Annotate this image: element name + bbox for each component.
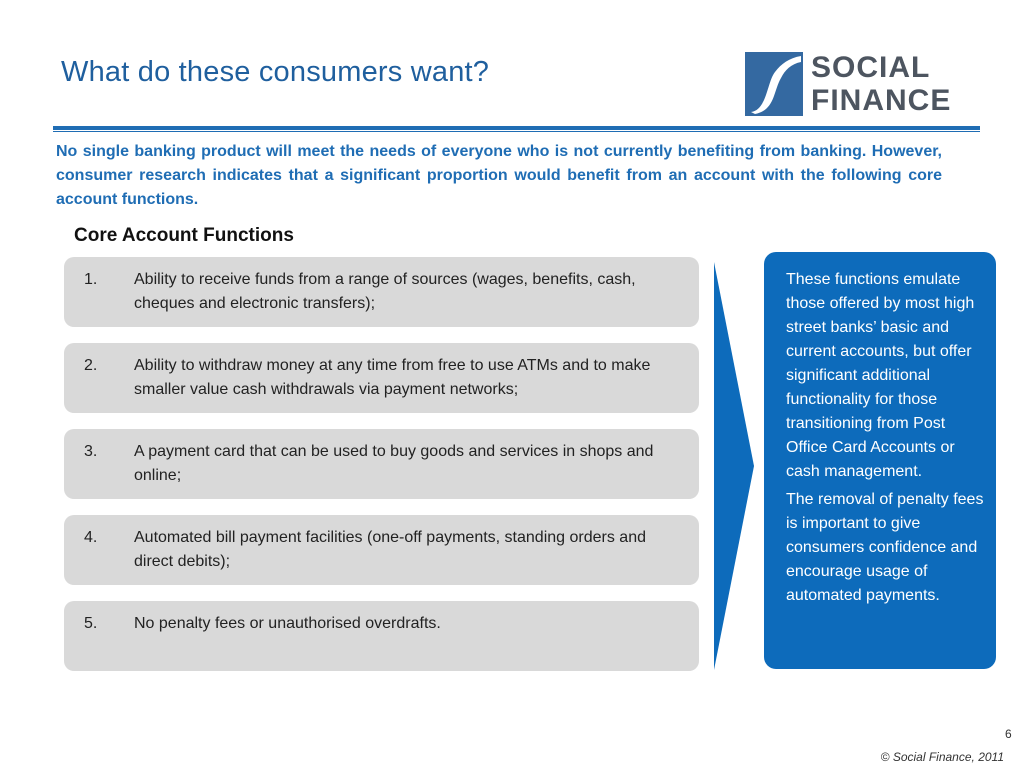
logo-word-social: SOCIAL: [811, 51, 931, 84]
function-number: 4.: [84, 529, 98, 546]
header-divider: [53, 126, 980, 130]
header-divider-thin: [53, 131, 980, 132]
function-text: Ability to withdraw money at any time from free to use ATMs and to make smaller value cash withdrawals via payment networks;: [134, 357, 651, 398]
function-item: [64, 601, 699, 671]
intro-paragraph: No single banking product will meet the needs of everyone who is not currently benefiting from banking. However, consumer research indicates that a significant proportion would benefit from an account with the following core account functions.: [56, 143, 942, 208]
social-finance-logo: [745, 52, 975, 118]
function-text: Ability to receive funds from a range of sources (wages, benefits, cash, cheques and electronic transfers);: [134, 271, 636, 312]
function-number: 3.: [84, 443, 98, 460]
function-number: 2.: [84, 357, 98, 374]
summary-callout: [764, 252, 996, 669]
page-number: 6: [1005, 727, 1012, 741]
function-item: [64, 343, 699, 413]
function-text: A payment card that can be used to buy goods and services in shops and online;: [134, 443, 654, 484]
function-number: 5.: [84, 615, 98, 632]
slide-title: What do these consumers want?: [61, 56, 490, 88]
logo-word-finance: FINANCE: [811, 84, 952, 117]
logo-mark-icon: [745, 52, 803, 116]
callout-paragraph: The removal of penalty fees is important to give consumers confidence and encourage usage of automated payments.: [786, 491, 984, 604]
function-text: No penalty fees or unauthorised overdrafts.: [134, 615, 441, 632]
function-item: [64, 429, 699, 499]
function-text: Automated bill payment facilities (one-off payments, standing orders and direct debits);: [134, 529, 646, 570]
callout-paragraph: These functions emulate those offered by most high street banks’ basic and current accounts, but offer significant additional functionality for those transitioning from Post Office Card Accounts or cash management.: [786, 271, 975, 480]
function-number: 1.: [84, 271, 98, 288]
chevron-right-icon: [712, 262, 756, 670]
function-item: [64, 515, 699, 585]
function-item: [64, 257, 699, 327]
section-heading: Core Account Functions: [74, 225, 294, 246]
copyright-notice: © Social Finance, 2011: [880, 750, 1004, 764]
